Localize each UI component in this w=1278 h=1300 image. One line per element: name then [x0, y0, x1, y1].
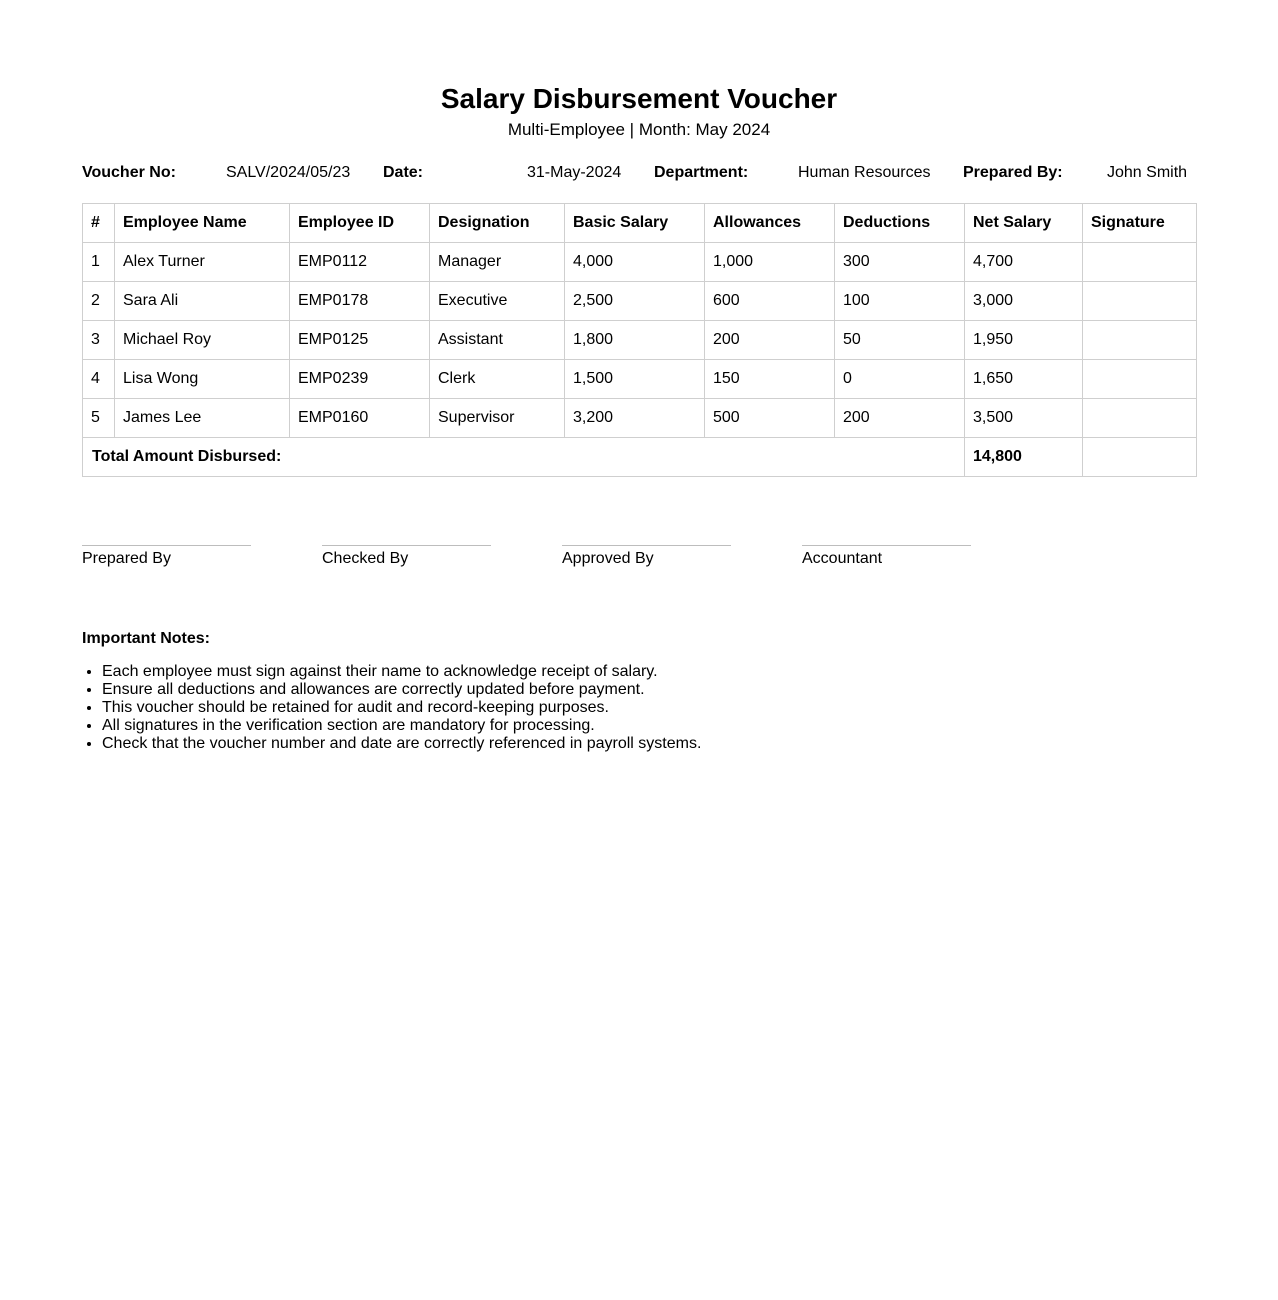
table-row [83, 243, 1197, 282]
cell-basic-salary: 2,500 [565, 282, 705, 321]
cell-employee-name: Michael Roy [115, 321, 290, 360]
signature-label-accountant: Accountant [802, 550, 883, 567]
column-header: Net Salary [965, 204, 1083, 243]
signature-label-approved: Approved By [562, 550, 654, 567]
cell-net-salary: 4,700 [965, 243, 1083, 282]
cell-index: 1 [83, 243, 115, 282]
signature-line-checked [322, 545, 491, 546]
column-header: Basic Salary [565, 204, 705, 243]
column-header: # [83, 204, 115, 243]
cell-designation: Assistant [430, 321, 565, 360]
cell-allowances: 200 [705, 321, 835, 360]
cell-index: 2 [83, 282, 115, 321]
cell-signature [1083, 243, 1197, 282]
column-header: Employee Name [115, 204, 290, 243]
cell-index: 3 [83, 321, 115, 360]
column-header: Designation [430, 204, 565, 243]
cell-employee-name: Lisa Wong [115, 360, 290, 399]
cell-signature [1083, 282, 1197, 321]
cell-basic-salary: 3,200 [565, 399, 705, 438]
cell-designation: Clerk [430, 360, 565, 399]
column-header: Employee ID [290, 204, 430, 243]
list-item: • Each employee must sign against their name to acknowledge receipt of salary. [102, 663, 1002, 681]
cell-signature [1083, 360, 1197, 399]
page-title: Salary Disbursement Voucher [440, 83, 838, 114]
prepared-by-label: Prepared By: [963, 164, 1063, 181]
list-item: • Ensure all deductions and allowances are correctly updated before payment. [102, 681, 1002, 699]
department-label: Department: [654, 164, 749, 181]
total-row [83, 438, 1197, 477]
cell-signature [1083, 321, 1197, 360]
cell-basic-salary: 1,500 [565, 360, 705, 399]
signature-label-checked: Checked By [322, 550, 409, 567]
total-value: 14,800 [965, 438, 1083, 477]
table-row [83, 360, 1197, 399]
cell-employee-name: Sara Ali [115, 282, 290, 321]
list-item: • This voucher should be retained for audit and record-keeping purposes. [102, 699, 1002, 717]
cell-designation: Manager [430, 243, 565, 282]
cell-index: 5 [83, 399, 115, 438]
column-header: Allowances [705, 204, 835, 243]
cell-allowances: 150 [705, 360, 835, 399]
cell-net-salary: 1,650 [965, 360, 1083, 399]
list-item: • All signatures in the verification section are mandatory for processing. [102, 717, 1002, 735]
cell-employee-id: EMP0125 [290, 321, 430, 360]
cell-designation: Supervisor [430, 399, 565, 438]
cell-allowances: 500 [705, 399, 835, 438]
cell-designation: Executive [430, 282, 565, 321]
notes-title: Important Notes: [82, 630, 210, 647]
notes-list [82, 663, 1002, 753]
cell-employee-id: EMP0178 [290, 282, 430, 321]
voucher-no-value: SALV/2024/05/23 [226, 164, 351, 181]
cell-net-salary: 3,000 [965, 282, 1083, 321]
cell-deductions: 100 [835, 282, 965, 321]
cell-deductions: 200 [835, 399, 965, 438]
salary-table [82, 203, 1197, 477]
table-row [83, 282, 1197, 321]
cell-employee-id: EMP0112 [290, 243, 430, 282]
cell-employee-name: Alex Turner [115, 243, 290, 282]
total-label: Total Amount Disbursed: [83, 438, 965, 477]
table-row [83, 321, 1197, 360]
signature-line-prepared [82, 545, 251, 546]
cell-deductions: 300 [835, 243, 965, 282]
column-header: Deductions [835, 204, 965, 243]
cell-basic-salary: 1,800 [565, 321, 705, 360]
cell-employee-id: EMP0239 [290, 360, 430, 399]
cell-basic-salary: 4,000 [565, 243, 705, 282]
prepared-by-value: John Smith [1107, 164, 1188, 181]
cell-net-salary: 3,500 [965, 399, 1083, 438]
cell-employee-name: James Lee [115, 399, 290, 438]
cell-allowances: 600 [705, 282, 835, 321]
cell-signature [1083, 399, 1197, 438]
date-label: Date: [383, 164, 424, 181]
page-subtitle: Multi-Employee | Month: May 2024 [507, 120, 771, 139]
cell-index: 4 [83, 360, 115, 399]
signature-line-accountant [802, 545, 971, 546]
table-header-row [83, 204, 1197, 243]
cell-deductions: 0 [835, 360, 965, 399]
cell-allowances: 1,000 [705, 243, 835, 282]
date-value: 31-May-2024 [527, 164, 622, 181]
signature-line-approved [562, 545, 731, 546]
department-value: Human Resources [798, 164, 931, 181]
list-item: • Check that the voucher number and date are correctly referenced in payroll systems. [102, 735, 1002, 753]
signature-label-prepared: Prepared By [82, 550, 171, 567]
voucher-no-label: Voucher No: [82, 164, 176, 181]
cell-employee-id: EMP0160 [290, 399, 430, 438]
total-signature-cell [1083, 438, 1197, 477]
cell-net-salary: 1,950 [965, 321, 1083, 360]
column-header: Signature [1083, 204, 1197, 243]
cell-deductions: 50 [835, 321, 965, 360]
table-row [83, 399, 1197, 438]
